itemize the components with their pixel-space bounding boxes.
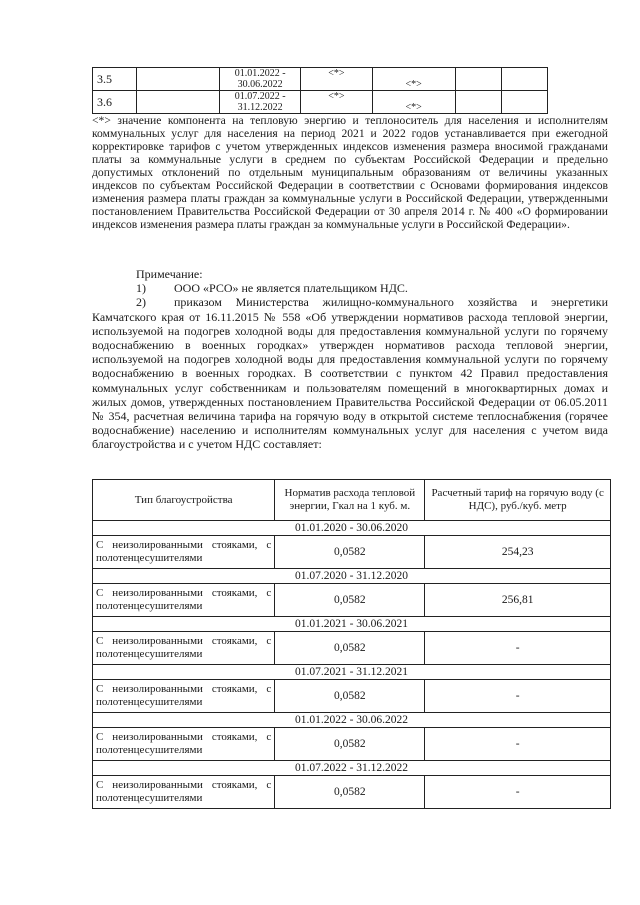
footnote-marker: <*> [92, 114, 111, 127]
norm-value: 0,0582 [275, 776, 425, 809]
table-row [93, 91, 548, 114]
norm-value: 0,0582 [275, 680, 425, 713]
period-row [93, 761, 611, 776]
footnote [92, 114, 608, 231]
improvement-type: С неизолированными стояками, с полотенцесушителями [93, 680, 275, 713]
tariff-value: - [425, 680, 611, 713]
table-row [93, 728, 611, 761]
tariff-value: 256,81 [425, 584, 611, 617]
note-item [92, 281, 608, 295]
table-row [93, 536, 611, 569]
period-row [93, 665, 611, 680]
period-label: 01.07.2021 - 31.12.2021 [93, 665, 611, 680]
period-label: 01.07.2020 - 31.12.2020 [93, 569, 611, 584]
period-row [93, 617, 611, 632]
note-heading: Примечание: [136, 267, 203, 281]
footnote-text: значение компонента на тепловую энергию и теплоноситель для населения и исполнителям коммунальных услуг для населения на период 2021 и 2022 годов устанавливается при ежегодной корректировке тарифов с учетом утвержденных индексов изменения размера вносимой гражданами платы за коммунальные услуги в среднем по субъектам Российской Федерации и предельно допустимых отклонений по отдельным муниципальным образованиям от величины указанных индексов по субъектам Российской Федерации в соответствии с Основами формирования индексов изменения размера платы граждан за коммунальные услуги в Российской Федерации, утвержденными постановлением Правительства Российской Федерации от 30 апреля 2014 г. № 400 «О формировании индексов изменения размера платы граждан за коммунальные услуги в Российской Федерации». [92, 114, 608, 231]
period-cell: 01.01.2022 - 30.06.2022 [220, 68, 301, 91]
table-row [93, 68, 548, 91]
tariff-value: - [425, 728, 611, 761]
period-cell: 01.07.2022 - 31.12.2022 [220, 91, 301, 114]
period-row [93, 521, 611, 536]
note-item-number: 2) [136, 295, 146, 310]
value-cell: <*> [301, 68, 373, 91]
note-section [92, 267, 608, 452]
period-label: 01.01.2022 - 30.06.2022 [93, 713, 611, 728]
tariff-table-continuation [92, 67, 548, 114]
table-header-row [93, 480, 611, 521]
improvement-type: С неизолированными стояками, с полотенцесушителями [93, 728, 275, 761]
table-row [93, 680, 611, 713]
period-label: 01.01.2021 - 30.06.2021 [93, 617, 611, 632]
period-label: 01.01.2020 - 30.06.2020 [93, 521, 611, 536]
value-cell: <*> [372, 91, 455, 114]
column-header: Расчетный тариф на горячую воду (с НДС), руб./куб. метр [425, 480, 611, 521]
tariff-value: 254,23 [425, 536, 611, 569]
table-row [93, 584, 611, 617]
row-number: 3.5 [93, 68, 137, 91]
value-cell: <*> [301, 91, 373, 114]
note-item-text: ООО «РСО» не является плательщиком НДС. [174, 281, 408, 296]
improvement-type: С неизолированными стояками, с полотенцесушителями [93, 584, 275, 617]
value-cell: <*> [372, 68, 455, 91]
hot-water-tariff-table [92, 479, 611, 809]
norm-value: 0,0582 [275, 536, 425, 569]
note-item [92, 295, 608, 451]
tariff-value: - [425, 632, 611, 665]
row-number: 3.6 [93, 91, 137, 114]
tariff-value: - [425, 776, 611, 809]
note-item-text: приказом Министерства жилищно-коммунального хозяйства и энергетики Камчатского края от 16.11.2015 № 558 «Об утверждении нормативов расхода тепловой энергии, используемой на подогрев холодной воды для предоставления коммунальной услуги по горячему водоснабжению в военных городках» утвержден нормативов расхода тепловой энергии, используемой на подогрев холодной воды для предоставления коммунальной услуги по горячему водоснабжению в военных городках. В соответствии с пунктом 42 Правил предоставления коммунальных услуг собственникам и пользователям помещений в многоквартирных домах и жилых домов, утвержденных постановлением Правительства Российской Федерации от 06.05.2011 № 354, расчетная величина тарифа на горячую воду в открытой системе теплоснабжения (горячее водоснабжение) населению и исполнителям коммунальных услуг для населения с учетом вида благоустройства и с учетом НДС составляет: [92, 295, 608, 452]
improvement-type: С неизолированными стояками, с полотенцесушителями [93, 632, 275, 665]
period-row [93, 569, 611, 584]
norm-value: 0,0582 [275, 728, 425, 761]
column-header: Норматив расхода тепловой энергии, Гкал на 1 куб. м. [275, 480, 425, 521]
period-label: 01.07.2022 - 31.12.2022 [93, 761, 611, 776]
norm-value: 0,0582 [275, 584, 425, 617]
column-header: Тип благоустройства [93, 480, 275, 521]
norm-value: 0,0582 [275, 632, 425, 665]
improvement-type: С неизолированными стояками, с полотенцесушителями [93, 776, 275, 809]
note-item-number: 1) [136, 281, 146, 296]
table-row [93, 632, 611, 665]
period-row [93, 713, 611, 728]
table-row [93, 776, 611, 809]
improvement-type: С неизолированными стояками, с полотенцесушителями [93, 536, 275, 569]
